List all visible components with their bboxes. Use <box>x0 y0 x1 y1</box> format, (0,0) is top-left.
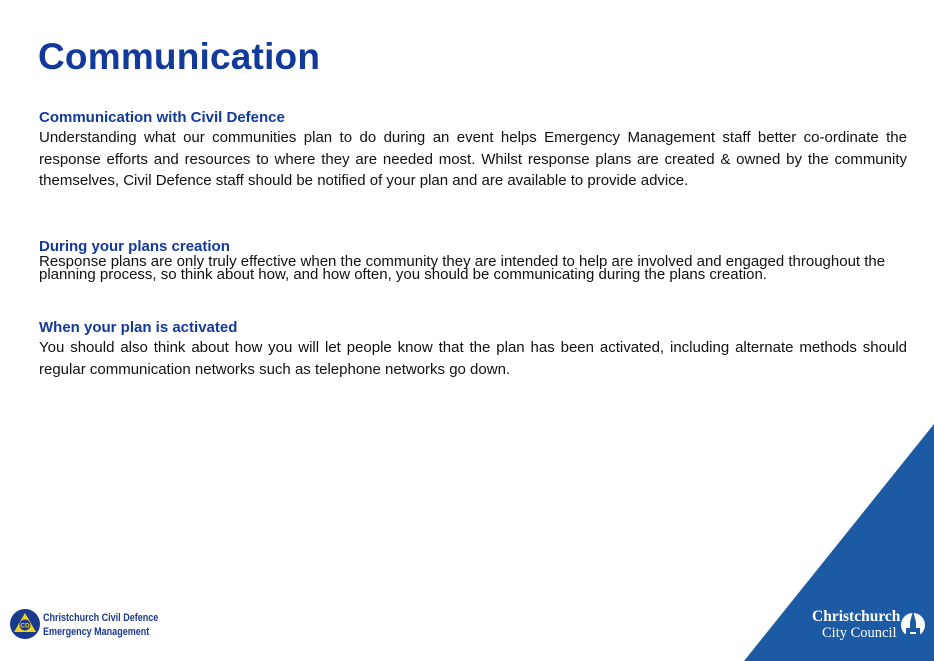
page-title: Communication <box>38 36 321 77</box>
civil-defence-emblem-text: CD <box>20 622 30 630</box>
council-logo-line2: City Council <box>822 625 897 641</box>
section-body: Response plans are only truly effective when the community they are intended to help are involved and engaged throughout the planning process, so think about how, and how often, you should be communicating during the plans creation. <box>39 253 886 283</box>
civil-defence-logo <box>9 608 159 648</box>
civil-defence-emblem-icon <box>9 608 41 640</box>
cathedral-icon <box>900 608 926 640</box>
council-logo-line1: Christchurch <box>812 608 901 625</box>
section-heading: When your plan is activated <box>39 319 238 336</box>
council-logo <box>812 608 927 648</box>
section-heading: During your plans creation <box>39 238 230 255</box>
civil-defence-logo-line2: Emergency Management <box>43 626 150 638</box>
civil-defence-logo-line1: Christchurch Civil Defence <box>43 612 159 624</box>
section-body: You should also think about how you will let people know that the plan has been activated, including alternate methods should regular communication networks such as telephone networks go down. <box>39 339 907 378</box>
section-body: Understanding what our communities plan to do during an event helps Emergency Management staff better co-ordinate the response efforts and resources to where they are needed most. Whilst response plans are created & owned by the community themselves, Civil Defence staff should be notified of your plan and are available to provide advice. <box>39 129 907 189</box>
section-heading: Communication with Civil Defence <box>39 109 285 126</box>
